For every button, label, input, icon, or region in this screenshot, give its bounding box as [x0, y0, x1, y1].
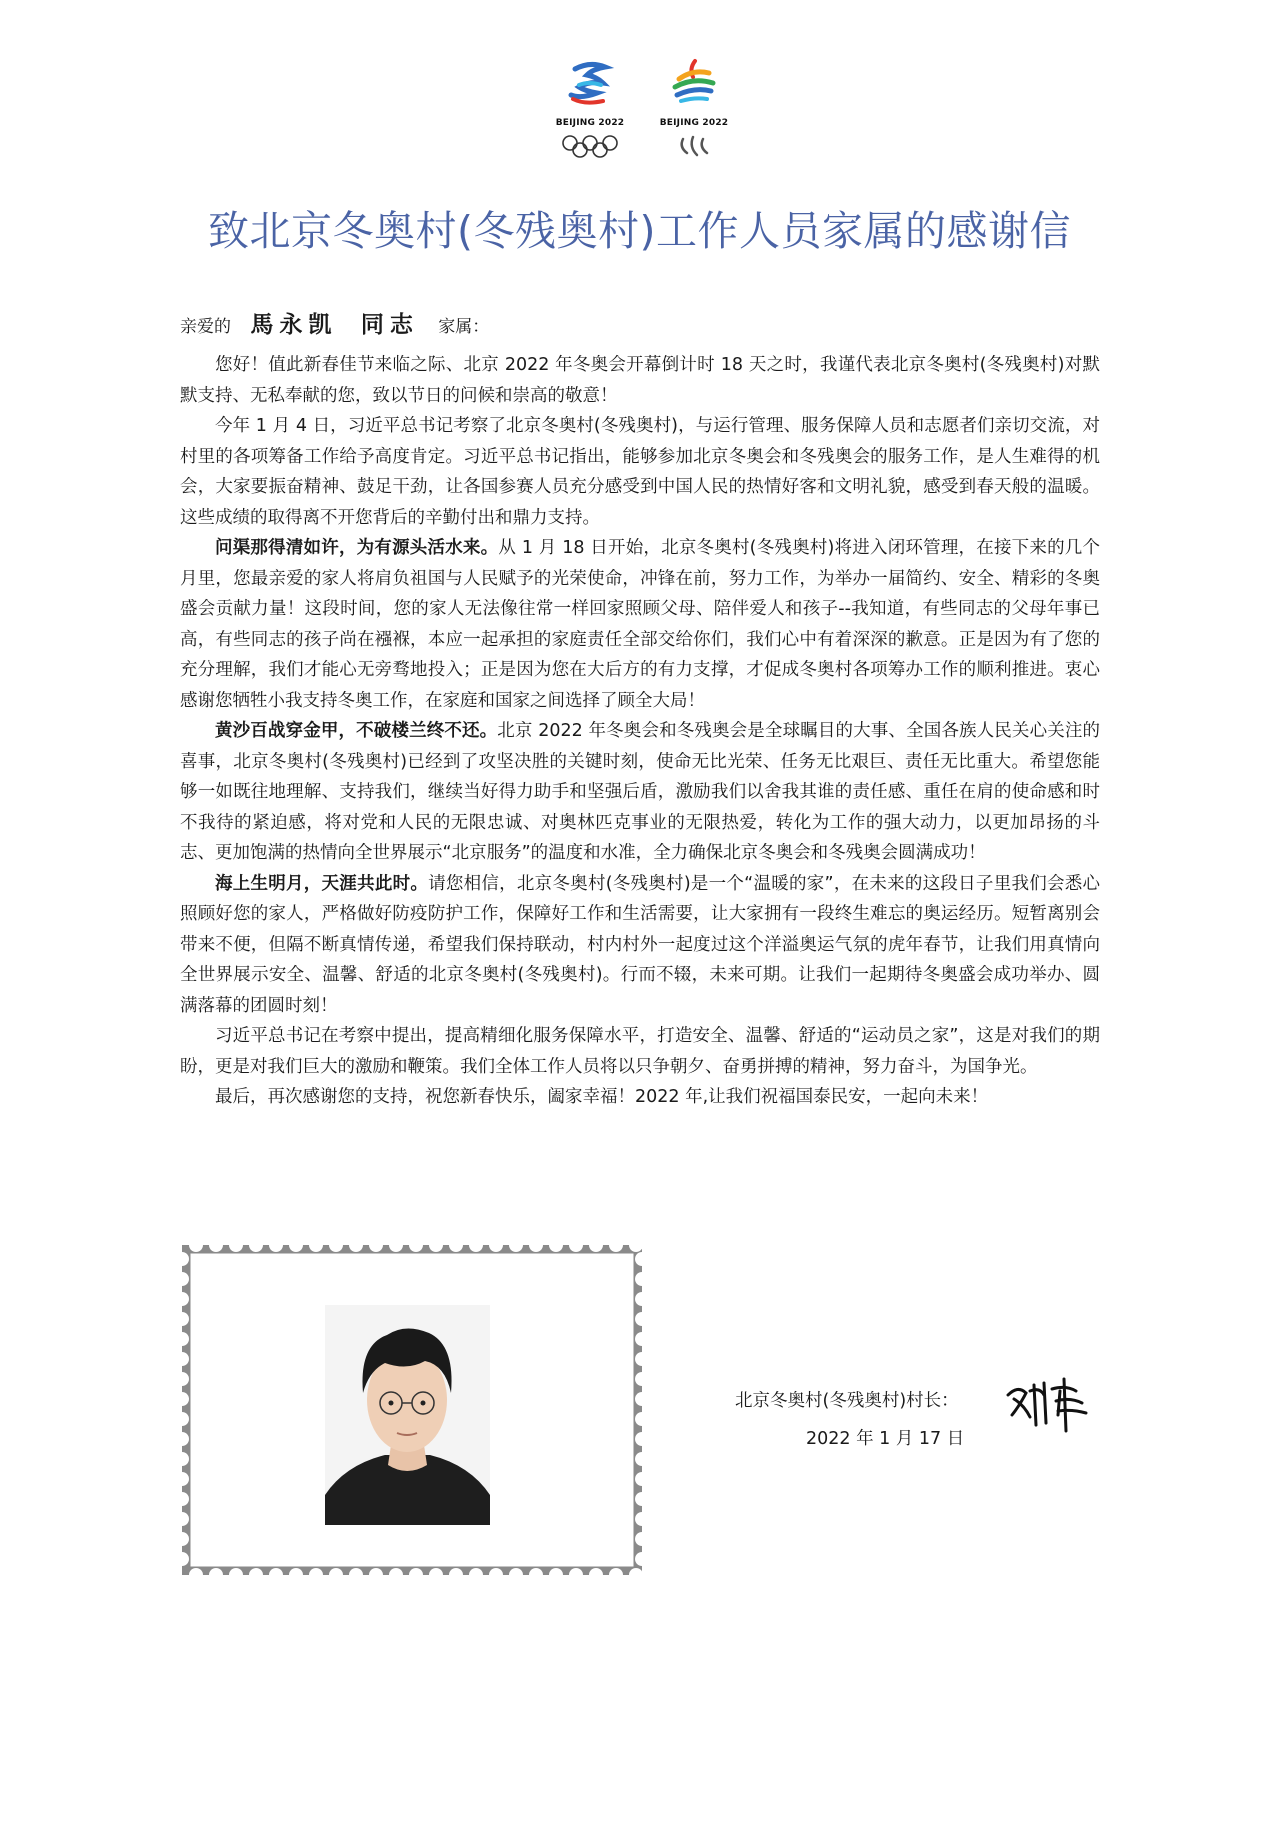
paragraph	[180, 716, 1100, 869]
signature-label: 北京冬奥村(冬残奥村)村长：	[735, 1391, 959, 1411]
paragraph	[180, 1021, 1100, 1082]
paragraph-text: 最后，再次感谢您的支持，祝您新春快乐，阖家幸福！2022 年,让我们祝福国泰民安，一起向未来！	[215, 1087, 989, 1107]
paragraph-text: 请您相信，北京冬奥村(冬残奥村)是一个“温暖的家”，在未来的这段日子里我们会悉心照顾好您的家人，严格做好防疫防护工作，保障好工作和生活需要，让大家拥有一段终生难忘的奥运经历。短暂离别会带来不便，但隔不断真情传递，希望我们保持联动，村内村外一起度过这个洋溢奥运气氛的虎年春节，让我们用真情向全世界展示安全、温馨、舒适的北京冬奥村(冬残奥村)。行而不辍，未来可期。让我们一起期待冬奥盛会成功举办、圆满落幕的团圆时刻！	[180, 873, 1100, 1016]
paragraph-lead: 问渠那得清如许，为有源头活水来。	[215, 538, 499, 558]
winter-olympics-emblem-icon	[545, 55, 635, 115]
paragraph-text: 您好！值此新春佳节来临之际、北京 2022 年冬奥会开幕倒计时 18 天之时，我谨代表北京冬奥村(冬残奥村)对默默支持、无私奉献的您，致以节日的问候和崇高的敬意！	[180, 355, 1100, 406]
paragraph-lead: 黄沙百战穿金甲，不破楼兰终不还。	[215, 721, 498, 741]
portrait-photo	[325, 1305, 490, 1525]
olympic-logos	[545, 55, 745, 165]
paragraph-lead: 海上生明月，天涯共此时。	[215, 873, 429, 894]
recipient-honorific: 同志	[360, 311, 419, 338]
handwritten-signature	[1000, 1365, 1100, 1435]
paragraph-text: 从 1 月 18 日开始，北京冬奥村(冬残奥村)将进入闭环管理，在接下来的几个月里，您最亲爱的家人将肩负祖国与人民赋予的光荣使命，冲锋在前，努力工作，为举办一届简约、安全、精彩的冬奥盛会贡献力量！这段时间，您的家人无法像往常一样回家照顾父母、陪伴爱人和孩子--我知道，有些同志的父母年事已高，有些同志的孩子尚在襁褓，本应一起承担的家庭责任全部交给你们，我们心中有着深深的歉意。正是因为有了您的充分理解，我们才能心无旁骛地投入；正是因为您在大后方的有力支撑，才促成冬奥村各项筹办工作的顺利推进。衷心感谢您牺牲小我支持冬奥工作，在家庭和国家之间选择了顾全大局！	[180, 538, 1100, 711]
paragraph	[180, 1082, 1100, 1113]
olympic-rings-icon	[545, 133, 635, 163]
letter-body	[180, 350, 1100, 1113]
salutation-suffix: 家属：	[438, 317, 490, 337]
page-title: 致北京冬奥村(冬残奥村)工作人员家属的感谢信	[208, 207, 1071, 255]
paragraph	[180, 533, 1100, 716]
salutation-prefix: 亲爱的	[180, 317, 231, 337]
recipient-name: 馬永凯	[250, 311, 338, 338]
paragraph	[180, 411, 1100, 533]
letter-date: 2022 年 1 月 17 日	[806, 1429, 965, 1449]
paragraph-text: 习近平总书记在考察中提出，提高精细化服务保障水平，打造安全、温馨、舒适的“运动员之家”，这是对我们的期盼，更是对我们巨大的激励和鞭策。我们全体工作人员将以只争朝夕、奋勇拼搏的精神，努力奋斗，为国争光。	[180, 1026, 1100, 1077]
paragraph-text: 北京 2022 年冬奥会和冬残奥会是全球瞩目的大事、全国各族人民关心关注的喜事，北京冬奥村(冬残奥村)已经到了攻坚决胜的关键时刻，使命无比光荣、任务无比艰巨、责任无比重大。希望您能够一如既往地理解、支持我们，继续当好得力助手和坚强后盾，激励我们以舍我其谁的责任感、重任在肩的使命感和时不我待的紧迫感，将对党和人民的无限忠诚、对奥林匹克事业的无限热爱，转化为工作的强大动力，以更加昂扬的斗志、更加饱满的热情向全世界展示“北京服务”的温度和水准，全力确保北京冬奥会和冬残奥会圆满成功！	[180, 721, 1100, 863]
salutation	[180, 306, 489, 339]
paragraph-text: 今年 1 月 4 日，习近平总书记考察了北京冬奥村(冬残奥村)，与运行管理、服务保障人员和志愿者们亲切交流，对村里的各项筹备工作给予高度肯定。习近平总书记指出，能够参加北京冬奥会和冬残奥会的服务工作，是人生难得的机会，大家要振奋精神、鼓足干劲，让各国参赛人员充分感受到中国人民的热情好客和文明礼貌，感受到春天般的温暖。这些成绩的取得离不开您背后的辛勤付出和鼎力支持。	[180, 416, 1100, 528]
beijing-2022-olympic-emblem	[545, 55, 635, 165]
paragraph	[180, 869, 1100, 1022]
person-portrait-icon	[325, 1305, 490, 1525]
logo-right-text: BEIJING 2022	[659, 118, 729, 128]
logo-left-text: BEIJING 2022	[555, 118, 625, 128]
beijing-2022-paralympic-emblem	[649, 55, 739, 165]
winter-paralympics-emblem-icon	[649, 55, 739, 115]
paralympic-agitos-icon	[649, 133, 739, 163]
paragraph	[180, 350, 1100, 411]
